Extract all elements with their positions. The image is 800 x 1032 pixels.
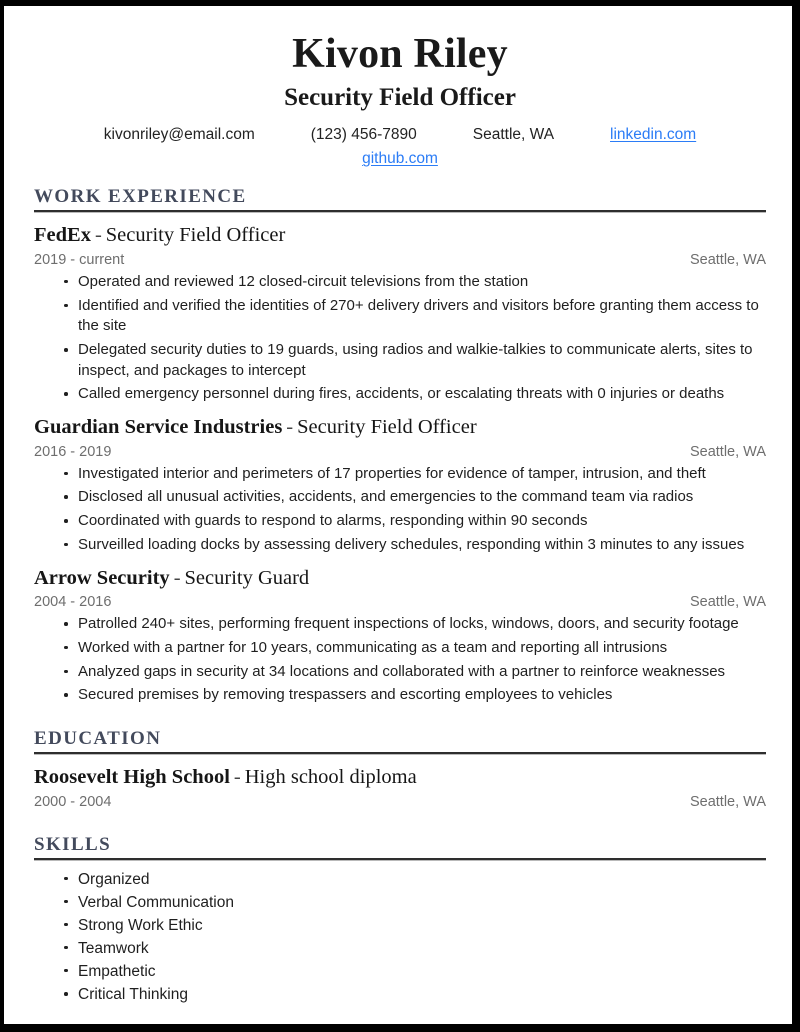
entry-location: Seattle, WA <box>689 594 766 611</box>
entry-position: High school diploma <box>244 765 417 788</box>
bullet-item: Secured premises by removing trespassers and escorting employees to vehicles <box>64 685 766 706</box>
entry-meta <box>34 444 766 460</box>
entry-location: Seattle, WA <box>689 793 766 810</box>
entry-meta <box>34 252 766 268</box>
bullet-item: Investigated interior and perimeters of 17 properties for evidence of tamper, intrusion, and theft <box>64 464 766 485</box>
entry-location: Seattle, WA <box>689 443 766 460</box>
entry-dates: 2004 - 2016 <box>34 594 112 611</box>
section-title: WORK EXPERIENCE <box>34 186 247 208</box>
entry-dates: 2000 - 2004 <box>34 793 112 810</box>
experience-entry <box>34 764 766 810</box>
entry-heading <box>34 764 766 791</box>
bullet-item: Analyzed gaps in security at 34 locations and collaborated with a partner to reinforce weaknesses <box>64 662 766 683</box>
section-skills <box>34 834 766 1007</box>
resume-page <box>4 6 792 1024</box>
contact-item: kivonriley@email.com <box>103 126 255 144</box>
section-rule <box>34 752 766 755</box>
entry-organization: Guardian Service Industries <box>34 416 283 439</box>
section-education <box>34 728 766 810</box>
entry-dates: 2019 - current <box>34 251 125 268</box>
skill-item: Verbal Communication <box>64 891 766 914</box>
entry-bullet-list <box>34 464 766 556</box>
experience-entry <box>34 565 766 706</box>
entry-separator: - <box>94 224 102 247</box>
entry-heading <box>34 222 766 249</box>
contact-item: Seattle, WA <box>472 126 555 144</box>
section-rule <box>34 210 766 213</box>
entry-organization: Roosevelt High School <box>34 765 230 788</box>
bullet-item: Identified and verified the identities of 270+ delivery drivers and visitors before granting them access to the site <box>64 296 766 337</box>
skill-item: Critical Thinking <box>64 983 766 1006</box>
bullet-item: Called emergency personnel during fires, accidents, or escalating threats with 0 injuries or deaths <box>64 384 766 405</box>
contact-link[interactable]: linkedin.com <box>610 126 697 144</box>
resume-sections <box>34 186 766 809</box>
entry-separator: - <box>233 765 241 788</box>
entry-heading <box>34 414 766 441</box>
candidate-name: Kivon Riley <box>292 31 508 77</box>
entry-bullet-list <box>34 272 766 405</box>
entry-position: Security Field Officer <box>105 224 286 247</box>
bullet-item: Patrolled 240+ sites, performing frequent inspections of locks, windows, doors, and security footage <box>64 614 766 635</box>
bullet-item: Surveilled loading docks by assessing delivery schedules, responding within 3 minutes to any issues <box>64 535 766 556</box>
entry-position: Security Field Officer <box>297 416 477 439</box>
section-rule-skills <box>34 858 766 861</box>
skill-item: Empathetic <box>64 960 766 983</box>
bullet-item: Delegated security duties to 19 guards, using radios and walkie-talkies to communicate alerts, sites to inspect, and packages to intercept <box>64 340 766 381</box>
section-work-experience <box>34 186 766 706</box>
contact-item: (123) 456-7890 <box>310 126 417 144</box>
skill-item: Strong Work Ethic <box>64 914 766 937</box>
entry-location: Seattle, WA <box>689 251 766 268</box>
section-title: EDUCATION <box>34 727 162 749</box>
bullet-item: Coordinated with guards to respond to alarms, responding within 90 seconds <box>64 511 766 532</box>
entry-position: Security Guard <box>184 566 310 589</box>
bullet-item: Worked with a partner for 10 years, communicating as a team and reporting all intrusions <box>64 638 766 659</box>
skills-list <box>34 868 766 1007</box>
experience-entry <box>34 222 766 405</box>
experience-entry <box>34 414 766 555</box>
skill-item: Teamwork <box>64 937 766 960</box>
entry-meta <box>34 794 766 810</box>
entry-organization: Arrow Security <box>34 566 170 589</box>
entry-heading <box>34 565 766 592</box>
entry-dates: 2016 - 2019 <box>34 443 112 460</box>
contact-link[interactable]: github.com <box>362 150 438 168</box>
bullet-item: Disclosed all unusual activities, accidents, and emergencies to the command team via radios <box>64 487 766 508</box>
resume-content <box>4 6 792 1006</box>
entry-separator: - <box>286 416 294 439</box>
section-title-skills: SKILLS <box>34 833 112 855</box>
entry-organization: FedEx <box>34 224 91 247</box>
skill-item: Organized <box>64 868 766 891</box>
contact-row <box>34 126 766 168</box>
entry-bullet-list <box>34 614 766 706</box>
entry-meta <box>34 594 766 610</box>
bullet-item: Operated and reviewed 12 closed-circuit televisions from the station <box>64 272 766 293</box>
resume-header <box>34 6 766 168</box>
candidate-role: Security Field Officer <box>284 84 516 112</box>
entry-separator: - <box>173 566 181 589</box>
